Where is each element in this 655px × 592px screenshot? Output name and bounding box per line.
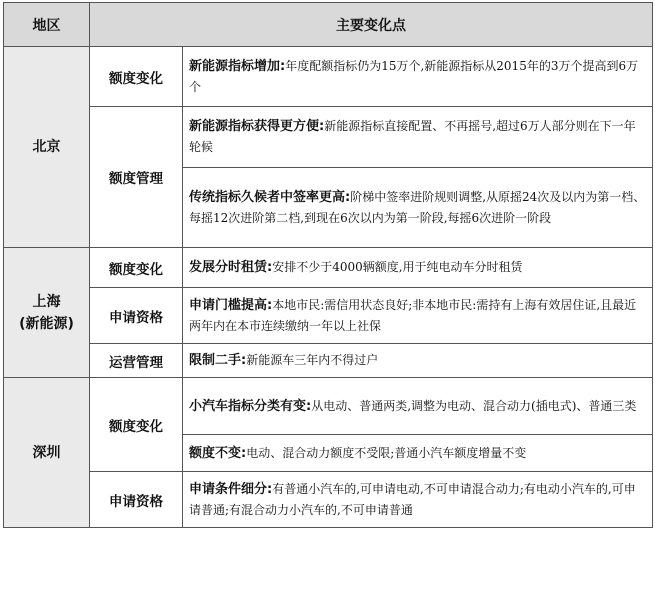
region-shanghai: 上海 (新能源) <box>4 248 90 378</box>
change-cell: 发展分时租赁:安排不少于4000辆额度,用于纯电动车分时租赁 <box>183 248 653 288</box>
change-cell: 新能源指标获得更方便:新能源指标直接配置、不再摇号,超过6万人部分则在下一年轮候 <box>183 107 653 168</box>
table-row <box>4 378 653 435</box>
category-cell: 运营管理 <box>90 344 183 378</box>
category-cell: 申请资格 <box>90 288 183 344</box>
category-cell: 额度变化 <box>90 47 183 107</box>
change-cell: 申请条件细分:有普通小汽车的,可申请电动,不可申请混合动力;有电动小汽车的,可申请普通;有混合动力小汽车的,不可申请普通 <box>183 472 653 528</box>
change-cell: 限制二手:新能源车三年内不得过户 <box>183 344 653 378</box>
region-shenzhen: 深圳 <box>4 378 90 528</box>
change-cell: 新能源指标增加:年度配额指标仍为15万个,新能源指标从2015年的3万个提高到6万个 <box>183 47 653 107</box>
header-region: 地区 <box>4 3 90 47</box>
header-row <box>4 3 653 47</box>
change-cell: 传统指标久候者中签率更高:阶梯中签率进阶规则调整,从原摇24次及以内为第一档、每摇12次进阶第二档,到现在6次以内为第一阶段,每摇6次进阶一阶段 <box>183 168 653 248</box>
table-row <box>4 472 653 528</box>
category-cell: 额度变化 <box>90 378 183 472</box>
policy-table <box>3 2 653 528</box>
category-cell: 额度管理 <box>90 107 183 248</box>
change-cell: 小汽车指标分类有变:从电动、普通两类,调整为电动、混合动力(插电式)、普通三类 <box>183 378 653 435</box>
table-row <box>4 47 653 107</box>
category-cell: 额度变化 <box>90 248 183 288</box>
category-cell: 申请资格 <box>90 472 183 528</box>
table-row <box>4 288 653 344</box>
region-beijing: 北京 <box>4 47 90 248</box>
table-row <box>4 344 653 378</box>
change-cell: 额度不变:电动、混合动力额度不受限;普通小汽车额度增量不变 <box>183 435 653 472</box>
change-cell: 申请门槛提高:本地市民:需信用状态良好;非本地市民:需持有上海有效居住证,且最近两年内在本市连续缴纳一年以上社保 <box>183 288 653 344</box>
table-row <box>4 248 653 288</box>
header-changes: 主要变化点 <box>90 3 653 47</box>
table-row <box>4 107 653 168</box>
